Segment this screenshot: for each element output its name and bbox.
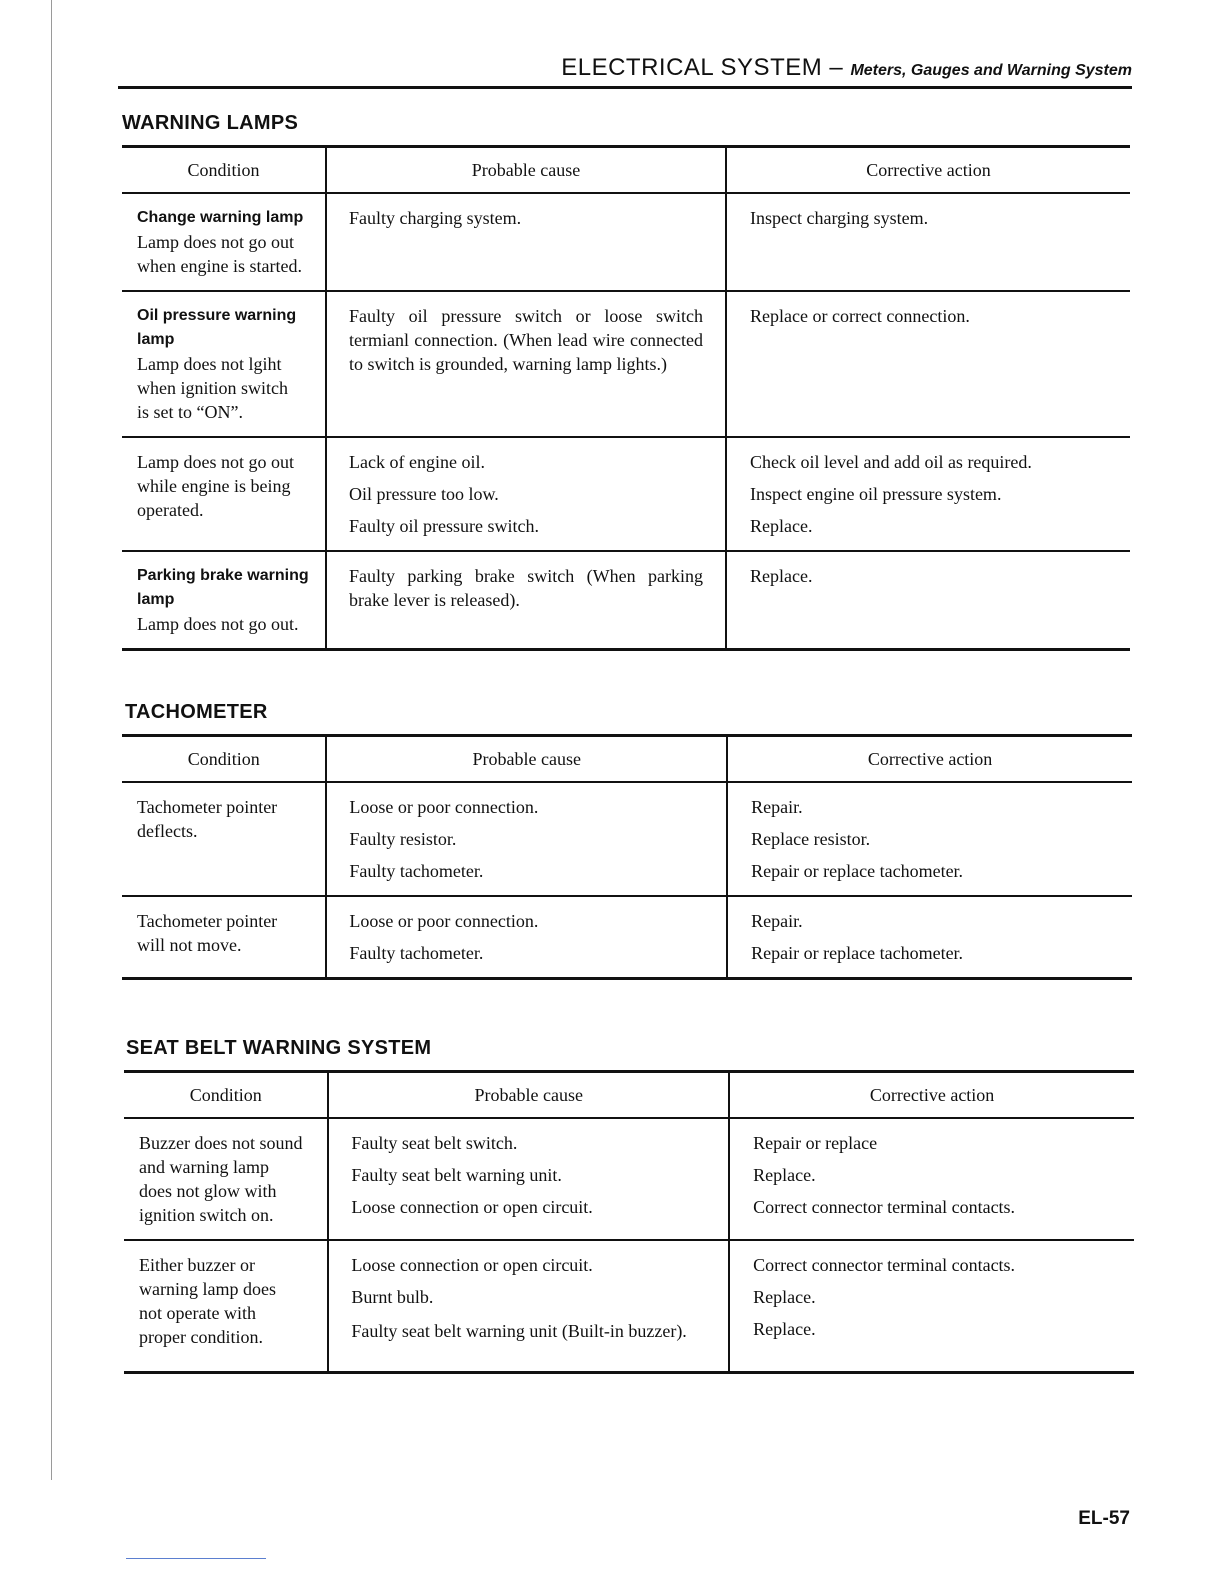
cause-text: Faulty oil pressure switch or loose switch termianl connection. (When lead wire connected to switch is grounded, warning lamp lights.) <box>349 306 703 374</box>
condition-cell <box>122 896 326 979</box>
header-dash: – <box>829 54 844 81</box>
action-text: Replace or correct connection. <box>750 306 970 326</box>
cause-cell <box>328 1240 729 1372</box>
action-cell <box>726 193 1130 291</box>
cause-text: Loose or poor connection. <box>349 911 539 931</box>
action-text: Replace. <box>753 1287 816 1307</box>
table-row <box>122 896 1132 979</box>
cause-text: Faulty seat belt switch. <box>351 1133 518 1153</box>
action-text: Repair. <box>751 911 803 931</box>
cause-text: Lack of engine oil. <box>349 452 485 472</box>
table-header-row <box>124 1072 1134 1119</box>
column-header-cause: Probable cause <box>326 736 727 783</box>
column-header-action: Corrective action <box>726 147 1130 194</box>
condition-text: when engine is started. <box>137 256 302 276</box>
footer-rule <box>126 1558 266 1559</box>
condition-text: proper condition. <box>139 1327 263 1347</box>
condition-text: deflects. <box>137 821 198 841</box>
seat-belt-table <box>124 1070 1134 1374</box>
action-cell <box>727 896 1132 979</box>
condition-text: when ignition switch <box>137 378 288 398</box>
header-subtitle: Meters, Gauges and Warning System <box>850 62 1132 79</box>
action-text: Repair or replace tachometer. <box>751 943 964 963</box>
action-text: Replace. <box>750 516 813 536</box>
cause-cell <box>326 291 726 437</box>
table-row <box>122 291 1130 437</box>
condition-text: not operate with <box>139 1303 256 1323</box>
condition-title: Parking brake warning <box>137 567 309 584</box>
condition-text: does not glow with <box>139 1181 277 1201</box>
action-text: Check oil level and add oil as required. <box>750 452 1032 472</box>
condition-text: warning lamp does <box>139 1279 276 1299</box>
action-cell <box>729 1118 1134 1240</box>
cause-cell <box>326 551 726 650</box>
condition-text: ignition switch on. <box>139 1205 274 1225</box>
condition-cell <box>122 291 326 437</box>
condition-cell <box>122 193 326 291</box>
cause-text: Faulty oil pressure switch. <box>349 516 539 536</box>
action-text: Inspect engine oil pressure system. <box>750 484 1002 504</box>
condition-cell <box>124 1118 328 1240</box>
cause-text: Oil pressure too low. <box>349 484 499 504</box>
condition-cell <box>124 1240 328 1372</box>
column-header-condition: Condition <box>122 736 326 783</box>
cause-text: Faulty seat belt warning unit. <box>351 1165 562 1185</box>
table-row <box>124 1118 1134 1240</box>
condition-text: Tachometer pointer <box>137 797 278 817</box>
cause-cell <box>326 896 727 979</box>
condition-text: Lamp does not lgiht <box>137 354 282 374</box>
cause-text: Loose or poor connection. <box>349 797 539 817</box>
cause-text: Loose connection or open circuit. <box>351 1255 593 1275</box>
condition-text: Either buzzer or <box>139 1255 255 1275</box>
condition-title: Oil pressure warning <box>137 307 297 324</box>
action-cell <box>727 782 1132 896</box>
table-header-row <box>122 736 1132 783</box>
condition-title: lamp <box>137 591 175 608</box>
cause-cell <box>326 193 726 291</box>
condition-text: and warning lamp <box>139 1157 269 1177</box>
action-text: Replace. <box>753 1165 816 1185</box>
table-header-row <box>122 147 1130 194</box>
section-title-seat-belt: SEAT BELT WARNING SYSTEM <box>126 1037 432 1059</box>
condition-text: while engine is being <box>137 476 291 496</box>
cause-text: Faulty seat belt warning unit (Built-in buzzer). <box>351 1321 687 1341</box>
condition-title: Change warning lamp <box>137 209 304 226</box>
condition-cell <box>122 437 326 551</box>
binder-margin-line <box>51 0 52 1480</box>
action-cell <box>726 437 1130 551</box>
column-header-action: Corrective action <box>729 1072 1134 1119</box>
action-cell <box>726 291 1130 437</box>
section-title-warning-lamps: WARNING LAMPS <box>122 112 299 134</box>
action-cell <box>729 1240 1134 1372</box>
action-text: Repair. <box>751 797 803 817</box>
action-text: Replace. <box>750 566 813 586</box>
page-number: EL-57 <box>1078 1508 1130 1529</box>
section-title-tachometer: TACHOMETER <box>125 701 268 723</box>
warning-lamps-table <box>122 145 1130 651</box>
table-row <box>124 1240 1134 1372</box>
table-row <box>122 782 1132 896</box>
condition-text: Buzzer does not sound <box>139 1133 303 1153</box>
condition-text: will not move. <box>137 935 242 955</box>
column-header-condition: Condition <box>124 1072 328 1119</box>
action-text: Repair or replace tachometer. <box>751 861 964 881</box>
condition-text: Tachometer pointer <box>137 911 278 931</box>
column-header-cause: Probable cause <box>326 147 726 194</box>
cause-text: Faulty tachometer. <box>349 943 484 963</box>
condition-cell <box>122 551 326 650</box>
cause-text: Faulty resistor. <box>349 829 457 849</box>
condition-text: Lamp does not go out <box>137 452 294 472</box>
cause-text: Faulty tachometer. <box>349 861 484 881</box>
action-text: Correct connector terminal contacts. <box>753 1197 1016 1217</box>
condition-cell <box>122 782 326 896</box>
page-header <box>118 54 1132 89</box>
cause-text: Loose connection or open circuit. <box>351 1197 593 1217</box>
cause-text: Faulty charging system. <box>349 208 522 228</box>
table-row <box>122 437 1130 551</box>
cause-text: Faulty parking brake switch (When parking brake lever is released). <box>349 566 703 610</box>
cause-cell <box>326 437 726 551</box>
cause-text: Burnt bulb. <box>351 1287 434 1307</box>
action-text: Inspect charging system. <box>750 208 929 228</box>
column-header-condition: Condition <box>122 147 326 194</box>
action-text: Replace resistor. <box>751 829 871 849</box>
tachometer-table <box>122 734 1132 980</box>
condition-text: Lamp does not go out <box>137 232 294 252</box>
header-main: ELECTRICAL SYSTEM <box>561 54 823 81</box>
table-row <box>122 193 1130 291</box>
action-cell <box>726 551 1130 650</box>
table-row <box>122 551 1130 650</box>
cause-cell <box>328 1118 729 1240</box>
condition-text: is set to “ON”. <box>137 402 243 422</box>
condition-title: lamp <box>137 331 175 348</box>
action-text: Repair or replace <box>753 1133 878 1153</box>
column-header-cause: Probable cause <box>328 1072 729 1119</box>
condition-text: operated. <box>137 500 204 520</box>
column-header-action: Corrective action <box>727 736 1132 783</box>
action-text: Replace. <box>753 1319 816 1339</box>
action-text: Correct connector terminal contacts. <box>753 1255 1016 1275</box>
condition-text: Lamp does not go out. <box>137 614 299 634</box>
cause-cell <box>326 782 727 896</box>
